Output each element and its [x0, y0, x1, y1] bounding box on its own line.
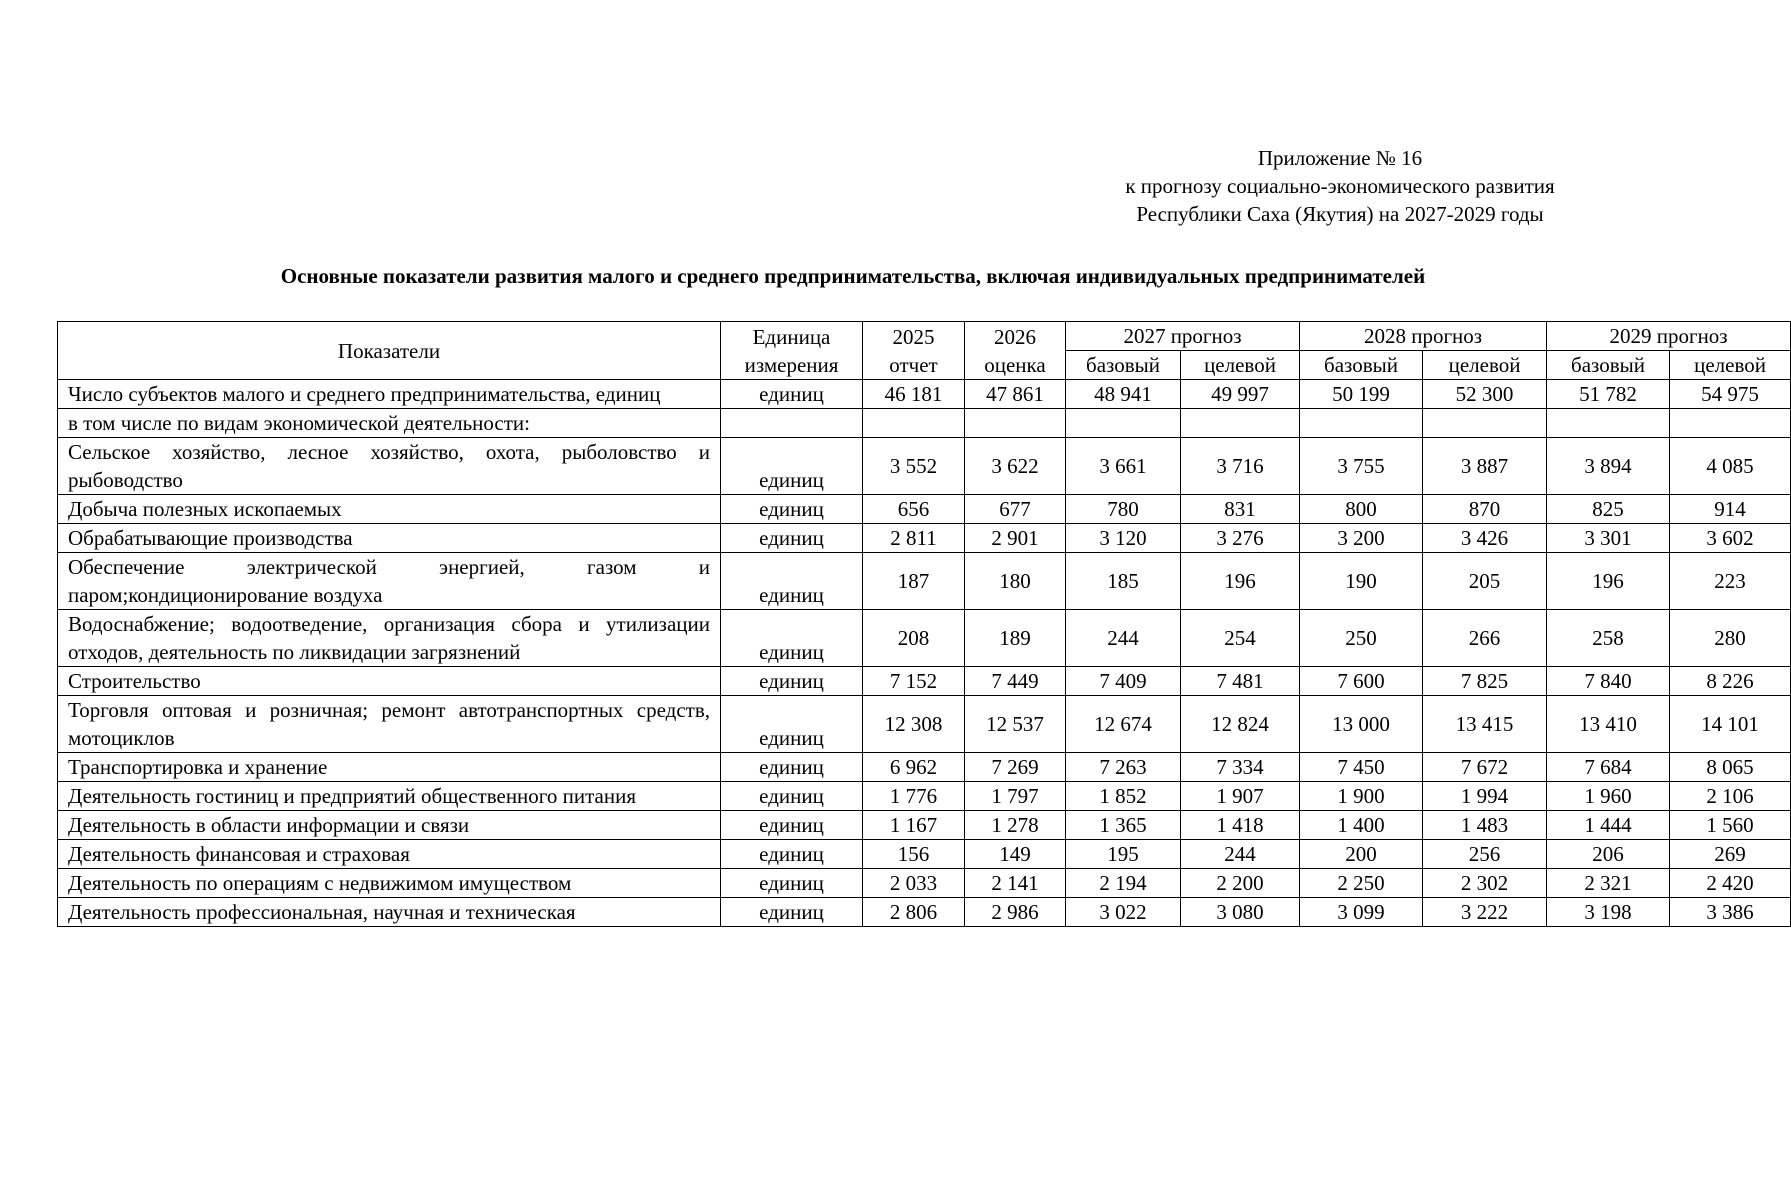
value-2027-target: 831: [1181, 495, 1300, 524]
table-row: [58, 811, 1791, 840]
value-2028-target: 3 222: [1423, 898, 1547, 927]
value-2026-estimate: 2 141: [965, 869, 1066, 898]
row-indicator: Добыча полезных ископаемых: [58, 495, 721, 524]
value-2027-target: 7 334: [1181, 753, 1300, 782]
value-2027-base: 7 263: [1066, 753, 1181, 782]
value-2025-report: 656: [863, 495, 965, 524]
row-unit: единиц: [721, 610, 863, 667]
value-2027-target: 1 907: [1181, 782, 1300, 811]
value-2025-report: 1 776: [863, 782, 965, 811]
value-2028-target: 266: [1423, 610, 1547, 667]
table-row: [58, 753, 1791, 782]
value-2028-base: 190: [1300, 553, 1423, 610]
value-2029-target: [1670, 409, 1791, 438]
value-2028-target: 2 302: [1423, 869, 1547, 898]
header-2028-base: базовый: [1300, 351, 1423, 380]
value-2029-target: 280: [1670, 610, 1791, 667]
value-2025-report: 3 552: [863, 438, 965, 495]
value-2027-target: 7 481: [1181, 667, 1300, 696]
header-2026-type: оценка: [984, 352, 1046, 377]
row-indicator: в том числе по видам экономической деятельности:: [58, 409, 721, 438]
row-unit: единиц: [721, 667, 863, 696]
value-2027-base: 195: [1066, 840, 1181, 869]
row-indicator: Деятельность профессиональная, научная и техническая: [58, 898, 721, 927]
table-row: [58, 524, 1791, 553]
value-2026-estimate: 7 269: [965, 753, 1066, 782]
value-2026-estimate: 149: [965, 840, 1066, 869]
value-2027-base: 244: [1066, 610, 1181, 667]
row-indicator: Транспортировка и хранение: [58, 753, 721, 782]
value-2027-base: 1 852: [1066, 782, 1181, 811]
table-row: [58, 782, 1791, 811]
row-indicator: Обеспечение электрической энергией, газом и паром;кондиционирование воздуха: [58, 553, 721, 610]
table-row: [58, 898, 1791, 927]
document-title: Основные показатели развития малого и среднего предпринимательства, включая индивидуальных предпринимателей: [280, 264, 1426, 288]
indicators-table: [57, 321, 1791, 927]
row-indicator: Число субъектов малого и среднего предпринимательства, единиц: [58, 380, 721, 409]
header-2025: [863, 322, 965, 380]
value-2028-base: 3 755: [1300, 438, 1423, 495]
table-row: [58, 869, 1791, 898]
row-indicator: Строительство: [58, 667, 721, 696]
value-2028-base: 800: [1300, 495, 1423, 524]
value-2025-report: 156: [863, 840, 965, 869]
header-2027-forecast: 2027 прогноз: [1066, 322, 1300, 351]
value-2029-target: 8 065: [1670, 753, 1791, 782]
value-2029-target: 3 602: [1670, 524, 1791, 553]
value-2027-target: 12 824: [1181, 696, 1300, 753]
value-2027-target: 1 418: [1181, 811, 1300, 840]
header-2026: [965, 322, 1066, 380]
value-2025-report: [863, 409, 965, 438]
table-row: [58, 610, 1791, 667]
row-unit: единиц: [721, 840, 863, 869]
value-2029-base: 258: [1547, 610, 1670, 667]
table-row: [58, 495, 1791, 524]
value-2027-base: 3 661: [1066, 438, 1181, 495]
row-unit: единиц: [721, 811, 863, 840]
header-2029-target: целевой: [1670, 351, 1791, 380]
value-2028-target: 256: [1423, 840, 1547, 869]
value-2028-base: [1300, 409, 1423, 438]
row-indicator: Торговля оптовая и розничная; ремонт автотранспортных средств, мотоциклов: [58, 696, 721, 753]
value-2029-base: 1 960: [1547, 782, 1670, 811]
value-2028-target: 52 300: [1423, 380, 1547, 409]
table-row: [58, 840, 1791, 869]
value-2028-base: 13 000: [1300, 696, 1423, 753]
value-2028-target: 3 426: [1423, 524, 1547, 553]
value-2027-target: 254: [1181, 610, 1300, 667]
value-2026-estimate: 12 537: [965, 696, 1066, 753]
header-indicators: Показатели: [58, 322, 721, 380]
value-2029-base: 1 444: [1547, 811, 1670, 840]
value-2028-base: 1 400: [1300, 811, 1423, 840]
value-2028-target: 7 672: [1423, 753, 1547, 782]
row-unit: единиц: [721, 438, 863, 495]
value-2025-report: 12 308: [863, 696, 965, 753]
value-2027-target: 196: [1181, 553, 1300, 610]
row-indicator: Водоснабжение; водоотведение, организация сбора и утилизации отходов, деятельность по ликвидации загрязнений: [58, 610, 721, 667]
value-2029-target: 1 560: [1670, 811, 1791, 840]
value-2028-target: 3 887: [1423, 438, 1547, 495]
value-2025-report: 7 152: [863, 667, 965, 696]
value-2029-target: 8 226: [1670, 667, 1791, 696]
header-2029-base: базовый: [1547, 351, 1670, 380]
value-2027-base: 7 409: [1066, 667, 1181, 696]
value-2026-estimate: 189: [965, 610, 1066, 667]
row-unit: единиц: [721, 782, 863, 811]
value-2027-base: 780: [1066, 495, 1181, 524]
row-unit: единиц: [721, 696, 863, 753]
value-2026-estimate: 180: [965, 553, 1066, 610]
header-2028-forecast: 2028 прогноз: [1300, 322, 1547, 351]
value-2029-base: 825: [1547, 495, 1670, 524]
header-unit-line2: измерения: [744, 352, 839, 377]
row-unit: единиц: [721, 495, 863, 524]
value-2026-estimate: [965, 409, 1066, 438]
header-2025-year: 2025: [892, 324, 935, 349]
value-2025-report: 2 806: [863, 898, 965, 927]
table-row: [58, 438, 1791, 495]
row-indicator: Деятельность финансовая и страховая: [58, 840, 721, 869]
row-indicator: Сельское хозяйство, лесное хозяйство, охота, рыболовство и рыбоводство: [58, 438, 721, 495]
value-2029-base: 2 321: [1547, 869, 1670, 898]
value-2025-report: 2 033: [863, 869, 965, 898]
row-unit: единиц: [721, 553, 863, 610]
value-2029-target: 3 386: [1670, 898, 1791, 927]
value-2026-estimate: 1 797: [965, 782, 1066, 811]
appendix-region-period: Республики Саха (Якутия) на 2027-2029 годы: [1136, 202, 1544, 226]
table-row: [58, 696, 1791, 753]
value-2027-target: [1181, 409, 1300, 438]
value-2027-target: 244: [1181, 840, 1300, 869]
row-unit: единиц: [721, 753, 863, 782]
value-2027-target: 3 080: [1181, 898, 1300, 927]
row-unit: единиц: [721, 898, 863, 927]
value-2027-base: 12 674: [1066, 696, 1181, 753]
value-2027-base: 3 120: [1066, 524, 1181, 553]
value-2027-target: 3 716: [1181, 438, 1300, 495]
value-2027-base: [1066, 409, 1181, 438]
value-2029-target: 14 101: [1670, 696, 1791, 753]
value-2028-base: 2 250: [1300, 869, 1423, 898]
value-2028-target: [1423, 409, 1547, 438]
appendix-reference: к прогнозу социально-экономического развития: [1125, 174, 1555, 198]
value-2029-base: 206: [1547, 840, 1670, 869]
value-2029-base: 3 198: [1547, 898, 1670, 927]
value-2025-report: 187: [863, 553, 965, 610]
row-indicator: Деятельность по операциям с недвижимом имуществом: [58, 869, 721, 898]
header-2028-target: целевой: [1423, 351, 1547, 380]
header-2027-base: базовый: [1066, 351, 1181, 380]
value-2029-base: 13 410: [1547, 696, 1670, 753]
value-2026-estimate: 1 278: [965, 811, 1066, 840]
value-2028-base: 200: [1300, 840, 1423, 869]
header-2025-type: отчет: [889, 352, 938, 377]
value-2029-target: 2 420: [1670, 869, 1791, 898]
value-2028-base: 7 450: [1300, 753, 1423, 782]
table-row: [58, 409, 1791, 438]
row-unit: единиц: [721, 869, 863, 898]
value-2025-report: 208: [863, 610, 965, 667]
value-2029-target: 2 106: [1670, 782, 1791, 811]
value-2028-base: 50 199: [1300, 380, 1423, 409]
table-row: [58, 380, 1791, 409]
value-2025-report: 2 811: [863, 524, 965, 553]
value-2029-base: [1547, 409, 1670, 438]
header-unit-line1: Единица: [752, 324, 831, 349]
value-2028-base: 3 099: [1300, 898, 1423, 927]
value-2025-report: 46 181: [863, 380, 965, 409]
value-2027-target: 49 997: [1181, 380, 1300, 409]
value-2029-base: 3 301: [1547, 524, 1670, 553]
row-indicator: Деятельность гостиниц и предприятий общественного питания: [58, 782, 721, 811]
value-2026-estimate: 47 861: [965, 380, 1066, 409]
value-2028-base: 1 900: [1300, 782, 1423, 811]
value-2029-base: 196: [1547, 553, 1670, 610]
value-2027-base: 1 365: [1066, 811, 1181, 840]
row-indicator: Обрабатывающие производства: [58, 524, 721, 553]
row-indicator: Деятельность в области информации и связи: [58, 811, 721, 840]
value-2027-target: 3 276: [1181, 524, 1300, 553]
appendix-note: [1060, 144, 1620, 228]
value-2028-target: 205: [1423, 553, 1547, 610]
value-2028-base: 3 200: [1300, 524, 1423, 553]
value-2028-target: 870: [1423, 495, 1547, 524]
value-2025-report: 1 167: [863, 811, 965, 840]
value-2028-target: 1 994: [1423, 782, 1547, 811]
value-2026-estimate: 2 901: [965, 524, 1066, 553]
value-2026-estimate: 2 986: [965, 898, 1066, 927]
value-2029-base: 7 840: [1547, 667, 1670, 696]
header-unit: [721, 322, 863, 380]
value-2027-base: 48 941: [1066, 380, 1181, 409]
value-2028-target: 13 415: [1423, 696, 1547, 753]
value-2029-target: 4 085: [1670, 438, 1791, 495]
appendix-number: Приложение № 16: [1257, 146, 1423, 170]
value-2029-target: 269: [1670, 840, 1791, 869]
value-2029-target: 223: [1670, 553, 1791, 610]
value-2029-target: 54 975: [1670, 380, 1791, 409]
value-2029-base: 51 782: [1547, 380, 1670, 409]
value-2025-report: 6 962: [863, 753, 965, 782]
table-row: [58, 667, 1791, 696]
row-unit: единиц: [721, 380, 863, 409]
value-2026-estimate: 7 449: [965, 667, 1066, 696]
value-2027-base: 185: [1066, 553, 1181, 610]
header-2029-forecast: 2029 прогноз: [1547, 322, 1791, 351]
value-2029-target: 914: [1670, 495, 1791, 524]
value-2028-base: 250: [1300, 610, 1423, 667]
header-2027-target: целевой: [1181, 351, 1300, 380]
table-header: [58, 322, 1791, 380]
table-row: [58, 553, 1791, 610]
value-2027-target: 2 200: [1181, 869, 1300, 898]
row-unit: единиц: [721, 524, 863, 553]
value-2026-estimate: 3 622: [965, 438, 1066, 495]
value-2028-base: 7 600: [1300, 667, 1423, 696]
value-2027-base: 3 022: [1066, 898, 1181, 927]
table-body: [58, 380, 1791, 927]
value-2029-base: 7 684: [1547, 753, 1670, 782]
header-2026-year: 2026: [994, 324, 1036, 349]
value-2027-base: 2 194: [1066, 869, 1181, 898]
value-2029-base: 3 894: [1547, 438, 1670, 495]
value-2028-target: 1 483: [1423, 811, 1547, 840]
value-2026-estimate: 677: [965, 495, 1066, 524]
value-2028-target: 7 825: [1423, 667, 1547, 696]
row-unit: [721, 409, 863, 438]
